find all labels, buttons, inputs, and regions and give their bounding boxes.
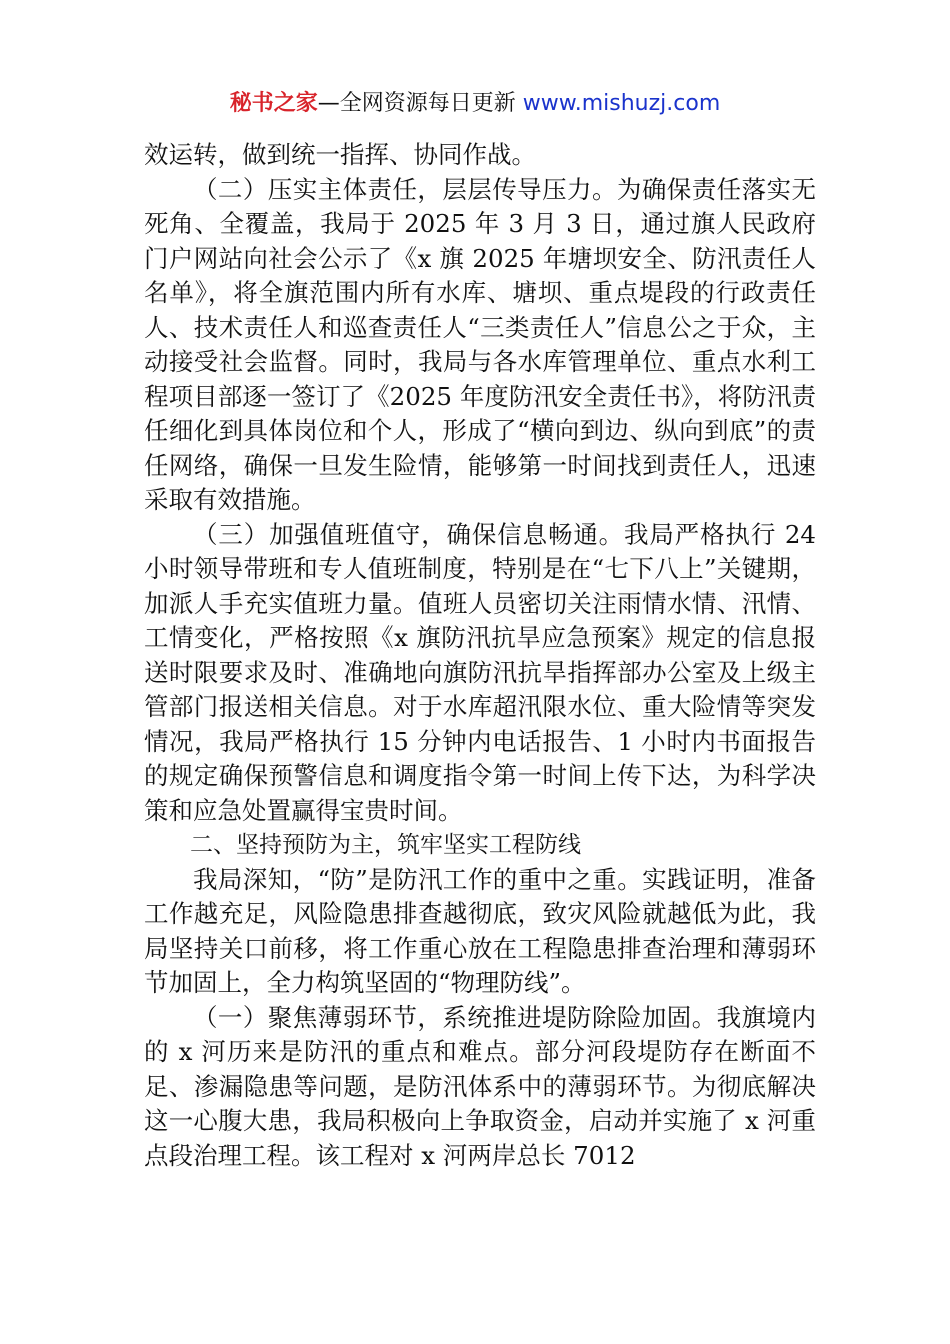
paragraph-continuation: 效运转，做到统一指挥、协同作战。	[144, 140, 536, 169]
section-heading: 二、坚持预防为主，筑牢坚实工程防线	[190, 832, 581, 858]
site-url[interactable]: www.mishuzj.com	[522, 91, 721, 116]
site-header	[0, 88, 950, 120]
document-body	[144, 138, 816, 1173]
paragraph-duty: （三）加强值班值守，确保信息畅通。我局严格执行 24 小时领导带班和专人值班制度，特别是在“七下八上”关键期，加派人手充实值班力量。值班人员密切关注雨情水情、汛情、工情变化，严格按照《x 旗防汛抗旱应急预案》规定的信息报送时限要求及时、准确地向旗防汛抗旱指挥部办公室及上级主管部门报送相关信息。对于水库超汛限水位、重大险情等突发情况，我局严格执行 15 分钟内电话报告、1 小时内书面报告的规定确保预警信息和调度指令第一时间上传下达，为科学决策和应急处置赢得宝贵时间。	[144, 519, 816, 825]
site-brand: 秘书之家	[229, 91, 318, 116]
paragraph-responsibility: （二）压实主体责任，层层传导压力。为确保责任落实无死角、全覆盖，我局于 2025 年 3 月 3 日，通过旗人民政府门户网站向社会公示了《x 旗 2025 年塘坝安全、防汛责任人名单》，将全旗范围内所有水库、塘坝、重点堤段的行政责任人、技术责任人和巡查责任人“三类责任人”信息公之于众，主动接受社会监督。同时，我局与各水库管理单位、重点水利工程项目部逐一签订了《2025 年度防汛安全责任书》，将防汛责任细化到具体岗位和个人，形成了“横向到边、纵向到底”的责任网络，确保一旦发生险情，能够第一时间找到责任人，迅速采取有效措施。	[144, 174, 816, 514]
paragraph-embankment: （一）聚焦薄弱环节，系统推进堤防除险加固。我旗境内的 x 河历来是防汛的重点和难点。部分河段堤防存在断面不足、渗漏隐患等问题，是防汛体系中的薄弱环节。为彻底解决这一心腹大患，我局积极向上争取资金，启动并实施了 x 河重点段治理工程。该工程对 x 河两岸总长 7012	[144, 1002, 816, 1170]
paragraph-prevention: 我局深知，“防”是防汛工作的重中之重。实践证明，准备工作越充足，风险隐患排查越彻底，致灾风险就越低为此，我局坚持关口前移，将工作重心放在工程隐患排查治理和薄弱环节加固上，全力构筑坚固的“物理防线”。	[144, 864, 816, 997]
site-tagline: —全网资源每日更新	[317, 91, 523, 116]
